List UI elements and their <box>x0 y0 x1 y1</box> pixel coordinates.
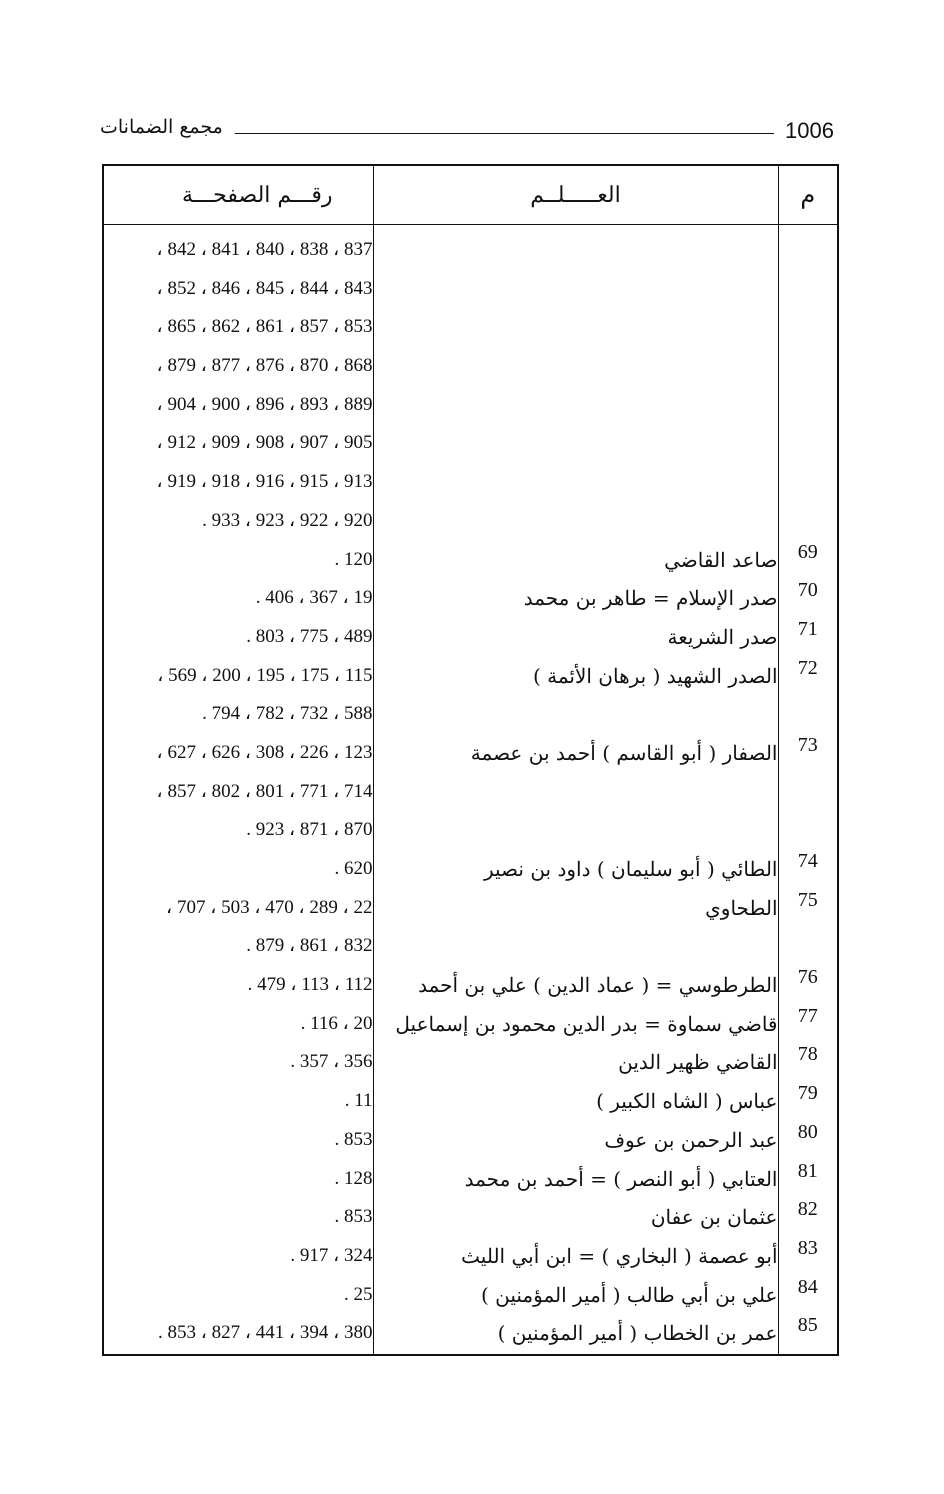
empty-cell <box>374 502 778 541</box>
table-body-row <box>103 225 838 1356</box>
entry-number: 83 <box>797 1236 818 1259</box>
page-numbers-line: 128 . <box>334 1167 373 1189</box>
entry-name: الصفار ( أبو القاسم ) أحمد بن عصمة <box>470 740 778 765</box>
entry-number: 71 <box>797 617 818 640</box>
empty-cell <box>779 463 838 502</box>
empty-cell <box>779 695 838 734</box>
entry-name: علي بن أبي طالب ( أمير المؤمنين ) <box>480 1282 778 1307</box>
pages-column <box>103 225 373 1356</box>
empty-cell <box>779 927 838 966</box>
page-numbers-line: 115 ، 175 ، 195 ، 200 ، 569 ، <box>157 664 373 686</box>
empty-cell <box>779 231 838 270</box>
entry-name: الطحاوي <box>705 895 778 920</box>
page-header <box>100 118 834 152</box>
column-header-pages <box>103 165 373 225</box>
entry-number: 82 <box>797 1198 818 1221</box>
page-numbers-line: 832 ، 861 ، 879 . <box>246 935 373 957</box>
entry-number: 70 <box>797 579 818 602</box>
column-header-number: م <box>778 165 838 225</box>
page-numbers-line: 120 . <box>334 548 373 570</box>
empty-cell <box>374 231 778 270</box>
entry-number: 74 <box>797 850 818 872</box>
page-numbers-line: 588 ، 732 ، 782 ، 794 . <box>202 703 373 725</box>
entry-number: 81 <box>797 1159 818 1182</box>
entry-number: 73 <box>797 733 818 756</box>
empty-cell <box>779 347 838 386</box>
page-numbers-line: 380 ، 394 ، 441 ، 827 ، 853 . <box>157 1322 373 1344</box>
page-number: 1006 <box>785 118 834 143</box>
entry-number: 79 <box>797 1082 818 1105</box>
entry-name: عثمان بن عفان <box>650 1205 778 1230</box>
entry-number: 80 <box>797 1120 818 1143</box>
page-numbers-line: 843 ، 844 ، 845 ، 846 ، 852 ، <box>156 277 373 299</box>
empty-cell <box>779 386 838 425</box>
header-rule <box>235 133 774 134</box>
page-numbers-line: 25 . <box>344 1283 373 1305</box>
entry-number: 85 <box>797 1314 818 1337</box>
entry-number: 78 <box>797 1043 818 1066</box>
column-header-name <box>373 165 778 225</box>
entry-name: عمر بن الخطاب ( أمير المؤمنين ) <box>497 1321 778 1346</box>
entry-name: صدر الشريعة <box>667 624 778 649</box>
table-header-row <box>103 165 838 225</box>
entry-name: القاضي ظهير الدين <box>618 1050 778 1075</box>
empty-cell <box>779 811 838 850</box>
column-header-name-text: العـــــلــم <box>530 182 621 208</box>
entry-number: 76 <box>797 966 818 989</box>
entry-number: 84 <box>797 1275 818 1298</box>
page-numbers-line: 112 ، 113 ، 479 . <box>247 974 373 996</box>
empty-cell <box>374 308 778 347</box>
entry-name: قاضي سماوة = بدر الدين محمود بن إسماعيل <box>395 1011 778 1036</box>
empty-cell <box>779 773 838 812</box>
empty-cell <box>374 270 778 309</box>
entry-number: 75 <box>797 888 818 911</box>
page-numbers-line: 22 ، 289 ، 470 ، 503 ، 707 ، <box>166 896 373 918</box>
numbers-column <box>778 225 838 1356</box>
empty-cell <box>374 811 778 850</box>
entry-name: صدر الإسلام = طاهر بن محمد <box>523 586 778 611</box>
empty-cell <box>374 773 778 812</box>
entry-name: الطائي ( أبو سليمان ) داود بن نصير <box>483 857 778 881</box>
page-numbers-line: 489 ، 775 ، 803 . <box>246 625 373 647</box>
page-numbers-line: 356 ، 357 . <box>290 1051 373 1073</box>
empty-cell <box>779 308 838 347</box>
entry-name: صاعد القاضي <box>664 547 778 572</box>
column-header-pages-text: رقـــم الصفحـــة <box>182 182 333 208</box>
empty-cell <box>779 424 838 463</box>
entry-name: الصدر الشهيد ( برهان الأئمة ) <box>532 663 778 688</box>
page-numbers-line: 324 ، 917 . <box>290 1244 373 1266</box>
entry-name: الطرطوسي = ( عماد الدين ) علي بن أحمد <box>418 973 778 998</box>
page-numbers-line: 123 ، 226 ، 308 ، 626 ، 627 ، <box>156 741 373 763</box>
entry-number: 69 <box>797 540 818 563</box>
empty-cell <box>779 502 838 541</box>
entry-number: 77 <box>797 1004 818 1027</box>
empty-cell <box>374 386 778 425</box>
entry-name: أبو عصمة ( البخاري ) = ابن أبي الليث <box>461 1243 778 1268</box>
page-numbers-line: 889 ، 893 ، 896 ، 900 ، 904 ، <box>156 393 373 415</box>
page-numbers-line: 853 . <box>334 1128 373 1150</box>
page-numbers-line: 20 ، 116 . <box>300 1012 373 1034</box>
empty-cell <box>374 927 778 966</box>
entry-name: العتابي ( أبو النصر ) = أحمد بن محمد <box>464 1166 778 1191</box>
page-numbers-line: 714 ، 771 ، 801 ، 802 ، 857 ، <box>156 780 373 802</box>
empty-cell <box>374 463 778 502</box>
entry-name: عبد الرحمن بن عوف <box>604 1127 778 1152</box>
empty-cell <box>374 347 778 386</box>
page-numbers-line: 853 . <box>334 1206 373 1228</box>
empty-cell <box>374 424 778 463</box>
empty-cell <box>779 270 838 309</box>
page-numbers-line: 870 ، 871 ، 923 . <box>246 819 373 841</box>
empty-cell <box>374 695 778 734</box>
names-column <box>373 225 778 1356</box>
entry-name: عباس ( الشاه الكبير ) <box>596 1089 778 1114</box>
page-numbers-line: 11 . <box>344 1090 373 1112</box>
page-numbers-line: 905 ، 907 ، 908 ، 909 ، 912 ، <box>156 432 373 454</box>
book-title: مجمع الضمانات <box>100 116 223 138</box>
page-numbers-line: 620 . <box>334 858 373 879</box>
page-numbers-line: 868 ، 870 ، 876 ، 877 ، 879 ، <box>156 355 373 377</box>
page-numbers-line: 913 ، 915 ، 916 ، 918 ، 919 ، <box>156 471 373 493</box>
page-numbers-line: 837 ، 838 ، 840 ، 841 ، 842 ، <box>156 239 373 260</box>
page-numbers-line: 920 ، 922 ، 923 ، 933 . <box>202 509 373 531</box>
entry-number: 72 <box>797 656 818 679</box>
page-numbers-line: 19 ، 367 ، 406 . <box>255 587 373 609</box>
page-numbers-line: 853 ، 857 ، 861 ، 862 ، 865 ، <box>156 316 373 338</box>
index-table <box>102 164 839 1356</box>
